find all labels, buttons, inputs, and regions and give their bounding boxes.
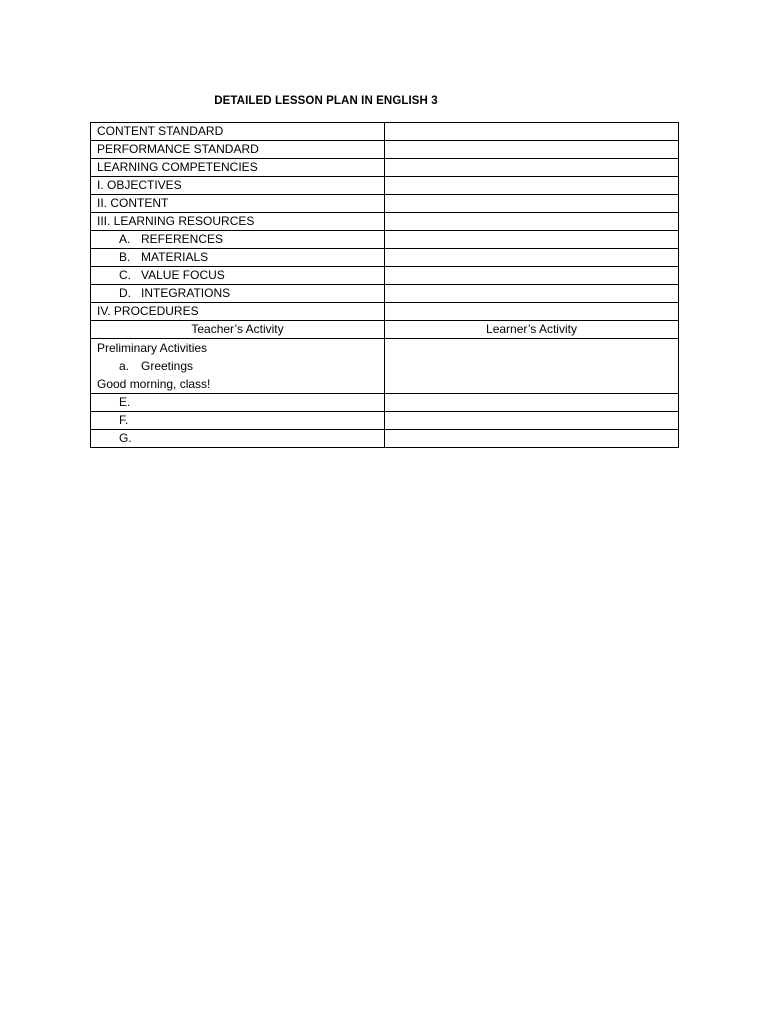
row-letter: A.: [119, 232, 131, 246]
row-value-f[interactable]: [385, 412, 679, 430]
row-label-learning-resources: III. LEARNING RESOURCES: [91, 213, 385, 231]
table-header-row: [91, 321, 679, 339]
row-value-g[interactable]: [385, 430, 679, 448]
table-row: [91, 177, 679, 195]
row-value-learning-competencies[interactable]: [385, 159, 679, 177]
row-value-content-standard[interactable]: [385, 123, 679, 141]
row-sublabel: INTEGRATIONS: [141, 286, 231, 300]
table-row: [91, 430, 679, 448]
table-row: [91, 159, 679, 177]
row-label-f: [91, 412, 385, 430]
row-letter: F.: [119, 413, 129, 427]
row-label-e: [91, 394, 385, 412]
table-row: [91, 195, 679, 213]
procedure-item: [97, 357, 378, 375]
row-label-learning-competencies: LEARNING COMPETENCIES: [91, 159, 385, 177]
row-label-content: II. CONTENT: [91, 195, 385, 213]
learner-activity-cell[interactable]: [385, 339, 679, 394]
row-label-references: [91, 231, 385, 249]
row-value-learning-resources[interactable]: [385, 213, 679, 231]
row-value-objectives[interactable]: [385, 177, 679, 195]
row-label-integrations: [91, 285, 385, 303]
procedure-heading: Preliminary Activities: [97, 341, 208, 355]
row-label-g: [91, 430, 385, 448]
row-value-integrations[interactable]: [385, 285, 679, 303]
header-teachers-activity: Teacher’s Activity: [91, 321, 385, 339]
procedure-line: Good morning, class!: [97, 377, 211, 391]
page-title: DETAILED LESSON PLAN IN ENGLISH 3: [214, 95, 438, 107]
row-letter: C.: [119, 268, 131, 282]
row-letter: a.: [119, 359, 130, 373]
row-letter: D.: [119, 286, 131, 300]
row-letter: B.: [119, 250, 131, 264]
row-sublabel: MATERIALS: [141, 250, 209, 264]
teacher-activity-cell[interactable]: [91, 339, 385, 394]
row-value-content[interactable]: [385, 195, 679, 213]
table-row: [91, 303, 679, 321]
table-row: [91, 123, 679, 141]
row-label-content-standard: CONTENT STANDARD: [91, 123, 385, 141]
row-value-materials[interactable]: [385, 249, 679, 267]
table-row: [91, 141, 679, 159]
row-label-performance-standard: PERFORMANCE STANDARD: [91, 141, 385, 159]
row-label-objectives: I. OBJECTIVES: [91, 177, 385, 195]
table-row: [91, 285, 679, 303]
row-letter: E.: [119, 395, 131, 409]
row-sublabel: REFERENCES: [141, 232, 224, 246]
row-value-value-focus[interactable]: [385, 267, 679, 285]
table-row: [91, 249, 679, 267]
lesson-plan-table: [90, 122, 679, 448]
row-value-performance-standard[interactable]: [385, 141, 679, 159]
table-row: [91, 339, 679, 394]
row-value-procedures[interactable]: [385, 303, 679, 321]
table-row: [91, 213, 679, 231]
row-value-references[interactable]: [385, 231, 679, 249]
table-row: [91, 267, 679, 285]
row-value-e[interactable]: [385, 394, 679, 412]
table-row: [91, 231, 679, 249]
row-label-materials: [91, 249, 385, 267]
row-sublabel: Greetings: [141, 359, 194, 373]
row-label-procedures: IV. PROCEDURES: [91, 303, 385, 321]
row-label-value-focus: [91, 267, 385, 285]
row-sublabel: VALUE FOCUS: [141, 268, 225, 282]
table-row: [91, 394, 679, 412]
table-row: [91, 412, 679, 430]
row-letter: G.: [119, 431, 132, 445]
header-learners-activity: Learner’s Activity: [385, 321, 679, 339]
